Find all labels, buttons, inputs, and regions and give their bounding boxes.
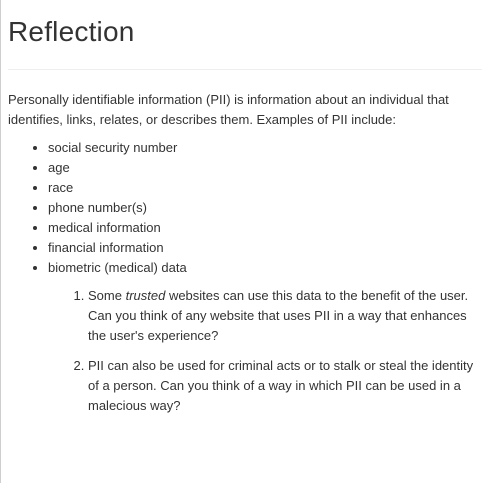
title-divider (8, 69, 482, 70)
list-item: • biometric (medical) data (48, 258, 482, 278)
page-title: Reflection (8, 16, 135, 47)
list-item: • phone number(s) (48, 198, 482, 218)
list-item: • financial information (48, 238, 482, 258)
question-text-before: PII can also be used for criminal acts or to stalk or steal the identity of a person. Can you think of a way in which PII can be used in a malecious way? (88, 358, 474, 413)
question-item (88, 286, 478, 346)
list-item: • age (48, 158, 482, 178)
pii-examples-list (8, 138, 482, 278)
question-text-after: websites can use this data to the benefit of the user. Can you think of any website that uses PII in a way that enhances the user's experience? (88, 288, 469, 343)
question-text-before: Some (88, 288, 126, 303)
list-item: • social security number (48, 138, 482, 158)
intro-paragraph: Personally identifiable information (PII) is information about an individual that identifies, links, relates, or describes them. Examples of PII include: (8, 92, 449, 127)
question-item (88, 356, 478, 416)
list-item: • medical information (48, 218, 482, 238)
question-emphasis: trusted (125, 288, 166, 303)
list-item: • race (48, 178, 482, 198)
reflection-questions-list (8, 286, 478, 416)
content-area (8, 0, 482, 426)
